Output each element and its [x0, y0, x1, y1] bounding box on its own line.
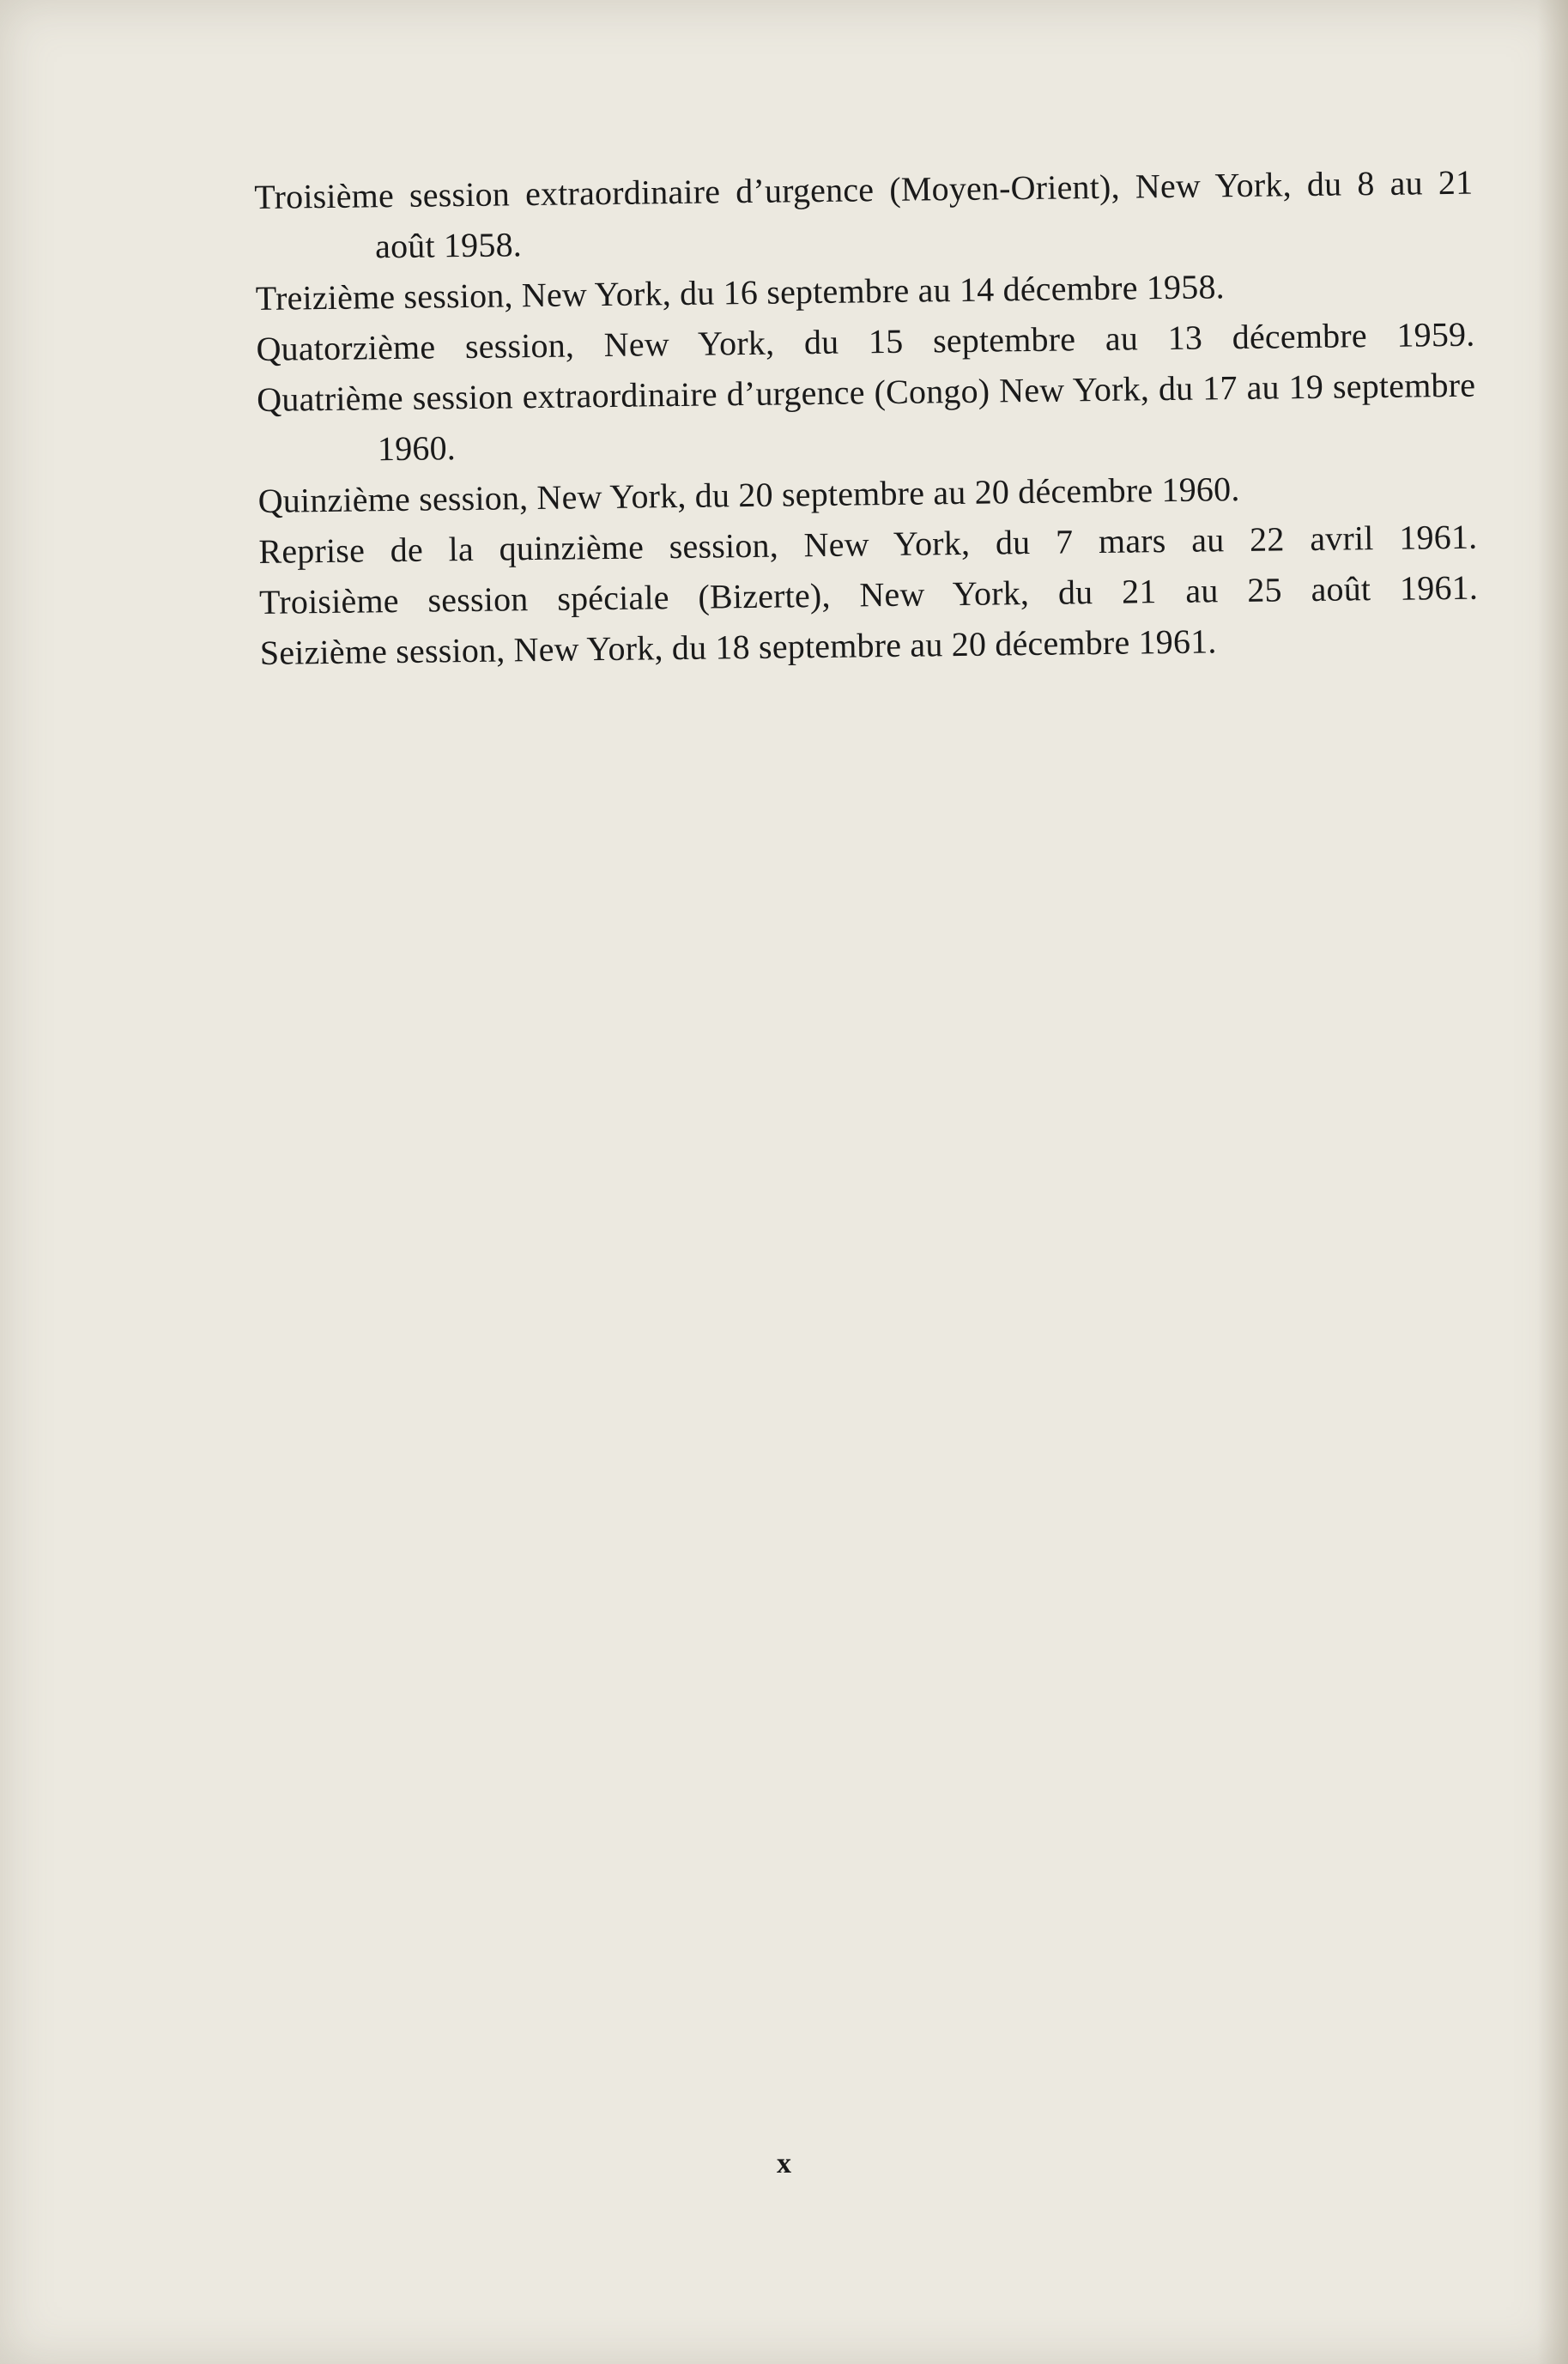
session-list [254, 157, 1479, 678]
session-entry: Troisième session spéciale (Bizerte), New York, du 21 au 25 août 1961. [258, 567, 1479, 621]
session-entry: Seizième session, New York, du 18 septembre au 20 décembre 1961. [259, 621, 1217, 672]
session-entry: Quatrième session extraordinaire d’urgence (Congo) New York, du 17 au 19 septembre 1960. [256, 365, 1476, 469]
session-entry: Troisième session extraordinaire d’urgence (Moyen-Orient), New York, du 8 au 21 août 1958. [254, 162, 1474, 266]
session-entry: Quinzième session, New York, du 20 septembre au 20 décembre 1960. [257, 469, 1240, 520]
session-entry: Reprise de la quinzième session, New York, du 7 mars au 22 avril 1961. [258, 517, 1478, 571]
page-edge-shadow [1537, 0, 1568, 2364]
session-entry: Treizième session, New York, du 16 septembre au 14 décembre 1958. [255, 267, 1226, 318]
page-number: x [777, 2148, 791, 2179]
session-entry: Quatorzième session, New York, du 15 septembre au 13 décembre 1959. [256, 314, 1475, 368]
